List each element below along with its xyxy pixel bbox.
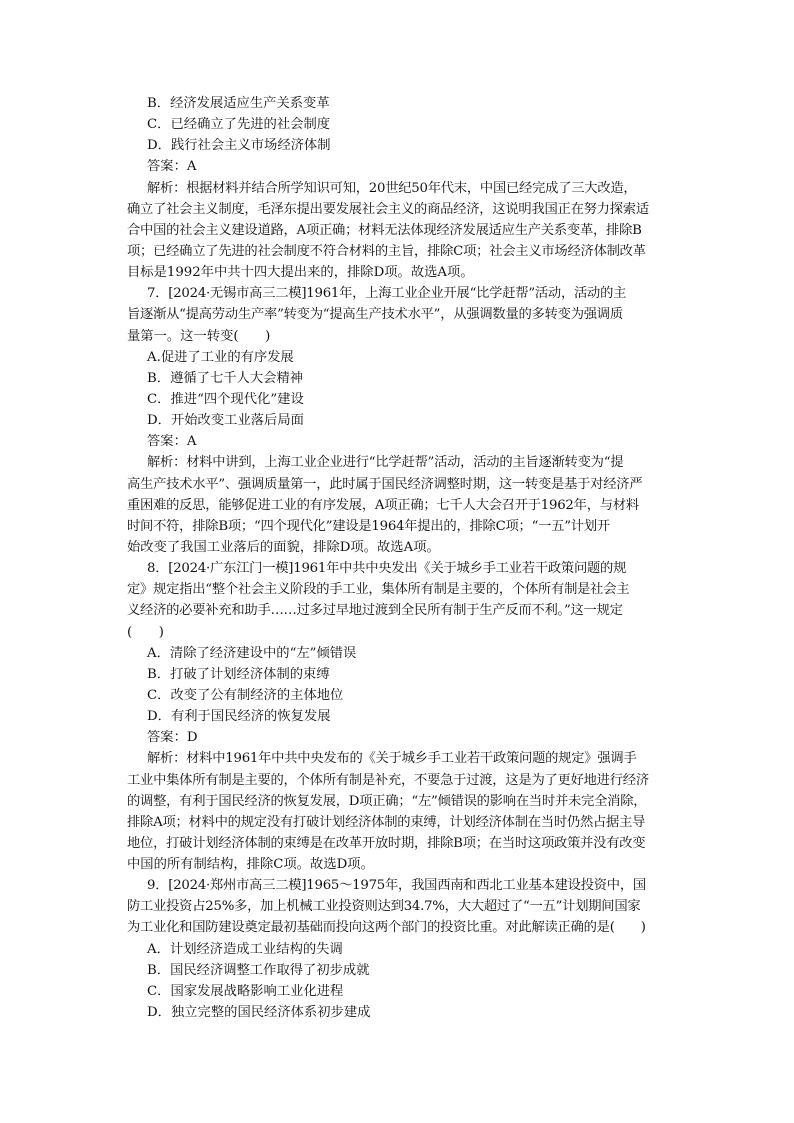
text-line: A．计划经济造成工业结构的失调 — [147, 941, 343, 957]
text-line: 重困难的反思，能够促进工业的有序发展，A项正确；七千人大会召开于1962年，与材料 — [127, 497, 639, 513]
text-line: 解析：材料中讲到，上海工业企业进行“比学赶帮”活动，活动的主旨逐渐转变为“提 — [147, 455, 624, 471]
text-line: 答案：A — [147, 159, 197, 175]
text-line: 8．[2024·广东江门一模]1961年中共中央发出《关于城乡手工业若干政策问题的规 — [147, 561, 627, 577]
text-line: 地位，打破计划经济体制的束缚是在改革开放时期，排除B项；在当时这项政策并没有改变 — [127, 835, 646, 851]
text-line: 量第一。这一转变( ) — [127, 328, 271, 344]
text-line: 确立了社会主义制度，毛泽东提出要发展社会主义的商品经济，这说明我国正在努力探索适 — [127, 201, 649, 217]
text-line: D．践行社会主义市场经济体制 — [147, 138, 331, 154]
text-line: 的调整，有利于国民经济的恢复发展，D项正确；“左”倾错误的影响在当时并未完全消除， — [127, 793, 647, 809]
text-line: 目标是1992年中共十四大提出来的，排除D项。故选A项。 — [127, 265, 474, 281]
text-line: 时间不符，排除B项；“四个现代化”建设是1964年提出的，排除C项；“一五”计划开 — [127, 518, 610, 534]
text-line: 为工业化和国防建设奠定最初基础而投向这两个部门的投资比重。对此解读正确的是( ) — [127, 920, 646, 936]
text-line: 解析：根据材料并结合所学知识可知，20世纪50年代末，中国已经完成了三大改造， — [147, 180, 637, 196]
text-line: C．国家发展战略影响工业化进程 — [147, 983, 344, 999]
text-line: C．推进“四个现代化”建设 — [147, 391, 304, 407]
text-line: 9．[2024·郑州市高三二模]1965～1975年，我国西南和西北工业基本建设投资中，国 — [147, 878, 646, 894]
text-line: 答案：D — [147, 730, 198, 746]
text-line: 解析：材料中1961年中共中央发布的《关于城乡手工业若干政策问题的规定》强调手 — [147, 751, 637, 767]
text-line: B．国民经济调整工作取得了初步成就 — [147, 962, 370, 978]
text-line: D．有利于国民经济的恢复发展 — [147, 709, 331, 725]
text-line: 7．[2024·无锡市高三二模]1961年，上海工业企业开展“比学赶帮”活动，活动的主 — [147, 286, 627, 302]
text-line: 中国的所有制结构，排除C项。故选D项。 — [127, 857, 374, 873]
text-line: D．独立完整的国民经济体系初步建成 — [147, 1005, 371, 1021]
text-line: C．改变了公有制经济的主体地位 — [147, 687, 344, 703]
text-line: B．打破了计划经济体制的束缚 — [147, 666, 330, 682]
text-line: 项；已经确立了先进的社会制度不符合材料的主旨，排除C项；社会主义市场经济体制改革 — [127, 243, 646, 259]
text-line: 始改变了我国工业落后的面貌，排除D项。故选A项。 — [127, 539, 440, 555]
text-line: 合中国的社会主义建设道路，A项正确；材料无法体现经济发展适应生产关系变革，排除B — [127, 222, 642, 238]
text-line: A.促进了工业的有序发展 — [147, 349, 294, 365]
text-line: B．经济发展适应生产关系变革 — [147, 96, 330, 111]
text-line: 旨逐渐从“提高劳动生产率”转变为“提高生产技术水平”，从强调数量的多转变为强调质 — [127, 307, 623, 323]
text-line: ( ) — [127, 624, 164, 640]
text-line: 工业中集体所有制是主要的，个体所有制是补充，不要急于过渡，这是为了更好地进行经济 — [127, 772, 649, 788]
document-body — [127, 93, 679, 1023]
text-line: 定》规定指出“整个社会主义阶段的手工业，集体所有制是主要的，个体所有制是社会主 — [127, 582, 630, 598]
text-line: 排除A项；材料中的规定没有打破计划经济体制的束缚，计划经济体制在当时仍然占据主导 — [127, 814, 646, 830]
text-line: 答案：A — [147, 434, 197, 450]
text-line: C．已经确立了先进的社会制度 — [147, 117, 331, 133]
text-line: A．清除了经济建设中的“左”倾错误 — [147, 645, 357, 661]
text-line: 高生产技术水平”、强调质量第一，此时属于国民经济调整时期，这一转变是基于对经济严 — [127, 476, 643, 492]
text-line: 义经济的必要补充和助手……过多过早地过渡到全民所有制于生产反而不利。”这一规定 — [127, 603, 623, 619]
text-line: D．开始改变工业落后局面 — [147, 413, 304, 429]
text-line: B．遵循了七千人大会精神 — [147, 370, 304, 386]
text-line: 防工业投资占25%多，加上机械工业投资则达到34.7%，大大超过了“一五”计划期间国家 — [127, 899, 641, 915]
